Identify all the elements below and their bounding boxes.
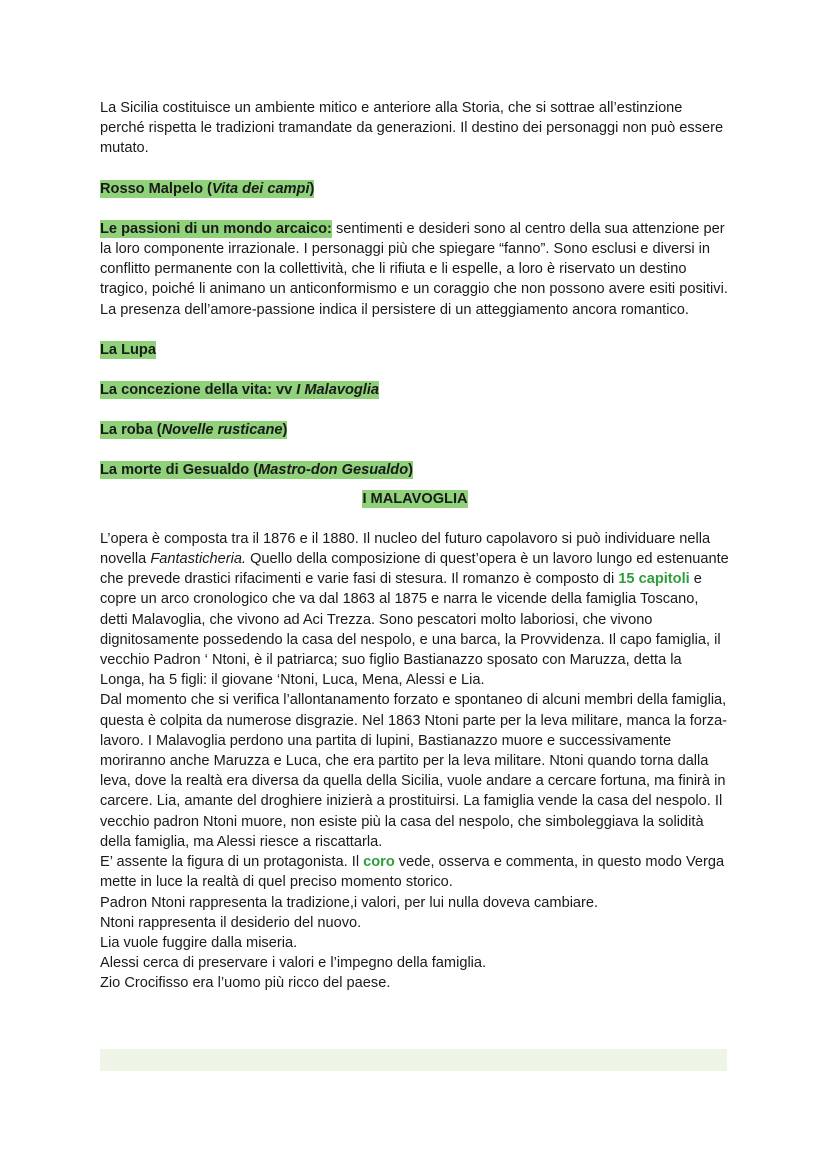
malavoglia-paragraph-3: E’ assente la figura di un protagonista. Il coro vede, osserva e commenta, in questo modo Verga mette in luce la realtà di quel preciso momento storico. <box>100 854 725 891</box>
passioni-label: Le passioni di un mondo arcaico: <box>100 220 332 237</box>
line-padron-ntoni: Padron Ntoni rappresenta la tradizione,i valori, per lui nulla doveva cambiare. <box>100 894 599 911</box>
line-zio-crocifisso: Zio Crocifisso era l’uomo più ricco del paese. <box>100 975 391 992</box>
heading-la-lupa: La Lupa <box>100 341 156 358</box>
line-alessi: Alessi cerca di preservare i valori e l’impegno della famiglia. <box>100 955 487 972</box>
section-title: I MALAVOGLIA <box>362 490 468 507</box>
heading-la-roba: La roba (Novelle rusticane) <box>100 422 288 439</box>
coro-highlight: coro <box>363 854 395 871</box>
malavoglia-paragraph-1: L’opera è composta tra il 1876 e il 1880. Il nucleo del futuro capolavoro si può individuare nella novella Fantasticheria. Quello della composizione di quest’opera è un lavoro lungo ed estenuante che prevede drastici rifacimenti e varie fasi di stesura. Il romanzo è composto di 15 capitoli e copre un arco cronologico che va dal 1863 al 1875 e narra le vicende della famiglia Toscano, detti Malavoglia, che vivono ad Aci Trezza. Sono pescatori molto laboriosi, che vivono dignitosamente possedendo la casa del nespolo, e una barca, la Provvidenza. Il capo famiglia, il vecchio Padron ‘ Ntoni, è il patriarca; suo figlio Bastianazzo sposato con Maruzza, detta la Longa, ha 5 figli: il giovane ‘Ntoni, Luca, Mena, Alessi e Lia. <box>100 530 729 689</box>
line-lia: Lia vuole fuggire dalla miseria. <box>100 934 298 951</box>
line-ntoni: Ntoni rappresenta il desiderio del nuovo. <box>100 914 362 931</box>
intro-paragraph: La Sicilia costituisce un ambiente mitico e anteriore alla Storia, che si sottrae all’estinzione perché rispetta le tradizioni tramandate da generazioni. Il destino dei personaggi non può essere mutato. <box>100 100 724 157</box>
capitoli-highlight: 15 capitoli <box>618 571 690 588</box>
document-page <box>100 98 730 994</box>
passioni-paragraph-2: La presenza dell’amore-passione indica il persistere di un atteggiamento ancora romantico. <box>100 301 689 318</box>
passioni-paragraph: Le passioni di un mondo arcaico: sentimenti e desideri sono al centro della sua attenzione per la loro componente irrazionale. I personaggi più che spiegare “fanno”. Sono esclusi e diversi in conflitto permanente con la collettività, che li rifiuta e li espelle, a loro è riservato un destino tragico, poiché li animano un anticonformismo e un coraggio che non possono avere esiti positivi. <box>100 220 728 298</box>
malavoglia-paragraph-2: Dal momento che si verifica l’allontanamento forzato e spontaneo di alcuni membri della famiglia, questa è colpita da numerose disgrazie. Nel 1863 Ntoni parte per la leva militare, manca la forza-lavoro. I Malavoglia perdono una partita di lupini, Bastianazzo muore e successivamente moriranno anche Maruzza e Luca, che era partito per la leva militare. Ntoni quando torna dalla leva, dove la realtà era diversa da quella della Sicilia, vuole andare a cercare fortuna, ma finirà in carcere. Lia, amante del droghiere inizierà a prostituirsi. La famiglia vende la casa del nespolo. Il vecchio padron Ntoni muore, non esiste più la casa del nespolo, che simboleggiava la solidità della famiglia, ma Alessi riesce a riscattarla. <box>100 692 728 850</box>
highlight-band <box>100 1049 727 1071</box>
heading-concezione: La concezione della vita: vv I Malavoglia <box>100 382 380 399</box>
heading-rosso-malpelo: Rosso Malpelo (Vita dei campi) <box>100 180 315 197</box>
heading-morte-gesualdo: La morte di Gesualdo (Mastro-don Gesualdo) <box>100 462 413 479</box>
